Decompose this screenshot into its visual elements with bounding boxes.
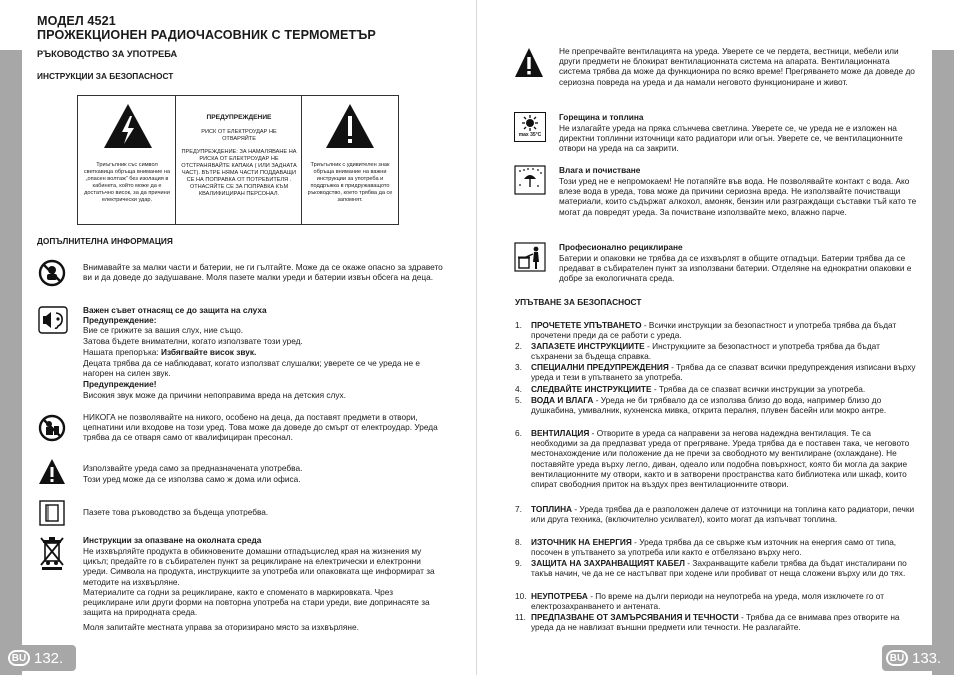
language-badge-left: BU bbox=[8, 650, 30, 666]
environment-body-3: Моля запитайте местната управа за оторизирано място за изхвърляне. bbox=[83, 622, 359, 632]
additional-heading: ДОПЪЛНИТЕЛНА ИНФОРМАЦИЯ bbox=[37, 236, 173, 246]
guide-item-heading: ВОДА И ВЛАГА bbox=[531, 395, 594, 405]
guide-item-text bbox=[531, 612, 917, 632]
guide-item-body: - Захранващите кабели трябва да бъдат инсталирани по такъв начин, че да не се настъпват при ходене или пробиват от неща сложени върху или до тях. bbox=[531, 558, 907, 579]
left-page-number bbox=[4, 645, 76, 671]
guide-item-heading: ПРЕДПАЗВАНЕ ОТ ЗАМЪРСЯВАНИЯ И ТЕЧНОСТИ bbox=[531, 612, 739, 622]
guide-item-number: 6. bbox=[515, 428, 522, 438]
environment-body-2: Материалите са годни за рециклиране, както е споменато в маркировката. Чрез рециклиране или други форми на повторна употреба на стари уреди, вие допринасяте за защита на природната среда. bbox=[83, 587, 430, 618]
lightning-explanation: Триъгълник със символ светкавица обръща внимание на „опасен волтаж“ без изолация в кабинета, който може да е достатъчно висок, за да причини електрически удар. bbox=[83, 162, 171, 203]
ventilation-text: Не препречвайте вентилацията на уреда. Уверете се че пердета, вестници, мебели или други предмети не блокират вентилационната система на апарата. Вентилационната система трябва да може да функционира по всяко време! Прегряването може да доведе до сериозна повреда на уреда и да намали неговото функциониране и живот. bbox=[559, 46, 915, 87]
warning-body: ПРЕДУПРЕЖДЕНИЕ: ЗА НАМАЛЯВАНЕ НА РИСКА ОТ ЕЛЕКТРОУДАР НЕ ОТСТРАНЯВАЙТЕ КАПАКА ( ИЛИ ЗАДНАТА ЧАСТ). ВЪТРЕ НЯМА ЧАСТИ ПОДДАВАЩИ СЕ НА ПОПРАВКА ОТ ПОТРЕБИТЕЛЯ . ОТНАСЯЙТЕ СЕ ЗА ПОПРАВКА КЪМ КВАЛИФИЦИРАН ПЕРСОНАЛ. bbox=[181, 149, 297, 197]
exclamation-triangle-icon bbox=[324, 102, 376, 150]
intended-use-line-2: Този уред може да се използва само ж дома или офиса. bbox=[83, 474, 301, 484]
guide-item bbox=[515, 591, 915, 612]
environment-body: Не изхвърляйте продукта в обикновените домашни отпадъцислед края на жизнения му цикъл; предайте го в събирателен пункт за рециклиране на електрически и електронни уреди. Символа на продукта, инструкциите за употреба или опаковката ще информират за методите на изхвърляне. bbox=[83, 546, 435, 587]
guide-item bbox=[515, 341, 915, 362]
warning-box-left bbox=[78, 96, 176, 224]
warning-box bbox=[77, 95, 399, 225]
recommendation-label: Нашата препоръка: bbox=[83, 347, 159, 357]
hearing-recommendation bbox=[83, 347, 256, 357]
guide-item-body: - Отворите в уреда са направени за негова надеждна вентилация. Те са необходими за да предпазват уреда от прегряване. Уреда трябва да е поставен така, че неговото местонахождение или положение да не пречи за свободното му вентилиране (охлаждане). Не поставяйте уреда върху легло, диван, одеало или подобна повърхност, която би могла да закрие вентилационните му отвори, както и в затворени пространства като библиотека или шкаф, които спират свободния приток на въздух през вентилационните отвори. bbox=[531, 428, 910, 490]
lightning-triangle-icon bbox=[102, 102, 154, 150]
guide-item-number: 3. bbox=[515, 362, 522, 372]
children-warning-text: НИКОГА не позволявайте на никого, особено на деца, да поставят предмети в отвори, цепнатини или входове на този уред. Това може да доведе до смърт от електроудар. Уреда трябва да се отваря само от квалифициран пресонал. bbox=[83, 412, 438, 443]
keep-manual-text: Пазете това ръководство за бъдеща употребва. bbox=[83, 507, 269, 517]
guide-item-text bbox=[531, 504, 917, 524]
manual-heading: РЪКОВОДСТВО ЗА УПОТРЕБА bbox=[37, 49, 178, 59]
guide-item-text bbox=[531, 341, 917, 361]
recycle-body: Батерии и опаковки не трябва да се изхвърлят в общите отпадъци. Батерии трябва да се предават в събирателен пункт за използвани батерии. Отделяне на еднократни опаковки е добре за екологичната среда. bbox=[559, 253, 912, 284]
guide-item-body: - Уреда трябва да е разположен далече от източници на топлина като радиатори, печки или друга техника, (включително усилвател), които могат да изпъчват топлина. bbox=[531, 504, 915, 525]
left-margin-bar bbox=[0, 50, 22, 675]
hearing-warning-label: Предупреждение: bbox=[83, 315, 157, 325]
caution-triangle-icon bbox=[38, 458, 66, 486]
no-objects-in-openings-icon bbox=[38, 414, 66, 442]
guide-item-body: - Трябва да се спазват всички инструкции за употреба. bbox=[651, 384, 866, 394]
guide-item-heading: ЗАЩИТА НА ЗАХРАНВАЩИЯТ КАБЕЛ bbox=[531, 558, 685, 568]
guide-item-number: 2. bbox=[515, 341, 522, 351]
guide-item-text bbox=[531, 395, 917, 415]
guide-item bbox=[515, 558, 915, 590]
right-margin-bar bbox=[932, 50, 954, 675]
hearing-protection-icon bbox=[38, 306, 68, 334]
hearing-warning-label-2: Предупреждение! bbox=[83, 379, 157, 389]
heat-title: Горещина и топлина bbox=[559, 112, 644, 122]
no-small-parts-icon bbox=[38, 259, 66, 287]
guide-heading: УПЪТВАНЕ ЗА БЕЗОПАСНОСТ bbox=[515, 297, 642, 307]
intended-use-line-1: Използвайте уреда само за предназначената употребва. bbox=[83, 463, 303, 473]
model-title: МОДЕЛ 4521 bbox=[37, 14, 116, 28]
recommendation-value: Избягвайте висок звук. bbox=[161, 347, 257, 357]
guide-item bbox=[515, 395, 915, 427]
moisture-icon bbox=[514, 165, 546, 195]
environment-title: Инструкции за опазване на околната среда bbox=[83, 535, 262, 545]
exclamation-explanation: Триъгълник с удивителен знак обръща внимание на важни инструкции за употреба и поддръжка в придружаващото ръководство, което трябва да се запомнят. bbox=[307, 162, 393, 203]
manual-book-icon bbox=[38, 499, 66, 527]
guide-item-body: - Всички инструкции за безопастност и употреба трябва да бъдат прочетени преди да се работи с уреда. bbox=[531, 320, 897, 341]
guide-item-heading: ВЕНТИЛАЦИЯ bbox=[531, 428, 590, 438]
warning-box-middle bbox=[176, 96, 302, 224]
page-divider bbox=[476, 0, 477, 675]
guide-item-body: - Уреда не би трябвало да се използва близо до вода, например близо до душкабина, умивалник, кухненска мивка, открита пералня, плувен басейн или мокро антре. bbox=[531, 395, 887, 416]
guide-item bbox=[515, 362, 915, 383]
guide-item-heading: НЕУПОТРЕБА bbox=[531, 591, 588, 601]
guide-item-number: 8. bbox=[515, 537, 522, 547]
guide-item-text bbox=[531, 384, 917, 394]
guide-item-body: - По време на дълги периоди на неупотреба на уреда, моля изключете го от електрозахранването и антената. bbox=[531, 591, 884, 612]
heat-body: Не излагайте уреда на пряка слънчева светлина. Уверете се, че уреда не е изложен на директни топлинни източници като радиатори или огън. Уверете се, че вентилационните отвори на уреда на са закрити. bbox=[559, 123, 903, 154]
guide-item-body: - Уреда трябва да се свърже към източник на енергия само от типа, посочен в упътването за употреба или както е отбелязано върху него. bbox=[531, 537, 897, 558]
guide-item-number: 9. bbox=[515, 558, 522, 568]
guide-item bbox=[515, 320, 915, 341]
guide-item-number: 5. bbox=[515, 395, 522, 405]
guide-item-number: 1. bbox=[515, 320, 522, 330]
guide-item-body: - Инструкциите за безопастност и употреба трябва да бъдат съхранени за бъдеща справка. bbox=[531, 341, 880, 362]
guide-item-body: - Трябва да се внимава през отворите на уреда да не навлизат външни предмети или течности. Не разлагайте. bbox=[531, 612, 900, 633]
guide-item bbox=[515, 428, 915, 502]
guide-item-heading: ПРОЧЕТЕТЕ УПЪТВАНЕТО bbox=[531, 320, 642, 330]
crossed-bin-icon bbox=[38, 535, 66, 571]
guide-item bbox=[515, 504, 915, 536]
guide-item bbox=[515, 612, 915, 633]
guide-item-heading: СПЕЦИАЛНИ ПРЕДУПРЕЖДЕНИЯ bbox=[531, 362, 669, 372]
language-badge-right: BU bbox=[886, 650, 908, 666]
guide-item-text bbox=[531, 591, 917, 611]
safety-heading: ИНСТРУКЦИИ ЗА БЕЗОПАСНОСТ bbox=[37, 71, 174, 81]
ventilation-warning-icon bbox=[514, 47, 544, 79]
page-number-right: 133. bbox=[912, 649, 942, 667]
guide-item-text bbox=[531, 428, 917, 489]
guide-item-heading: ИЗТОЧНИК НА ЕНЕРГИЯ bbox=[531, 537, 632, 547]
hearing-line-4: Децата трябва да се наблюдават, когато използват слушалки; уверете се че уреда не е нагорен на силен звук. bbox=[83, 358, 420, 379]
heat-icon bbox=[514, 112, 546, 142]
moisture-title: Влага и почистване bbox=[559, 165, 641, 175]
guide-item-text bbox=[531, 558, 917, 578]
guide-item bbox=[515, 537, 915, 558]
guide-item-heading: ЗАПАЗЕТЕ ИНСТРУКЦИИТЕ bbox=[531, 341, 645, 351]
guide-item-text bbox=[531, 320, 917, 340]
recycle-title: Професионално рециклиране bbox=[559, 242, 683, 252]
guide-item bbox=[515, 384, 915, 395]
hearing-line-1: Вие се грижите за вашия слух, ние също. bbox=[83, 325, 244, 335]
product-title: ПРОЖЕКЦИОНЕН РАДИОЧАСОВНИК С ТЕРМОМЕТЪР bbox=[37, 28, 376, 42]
warning-box-right bbox=[302, 96, 398, 224]
page-number-left: 132. bbox=[34, 649, 64, 667]
hearing-line-2: Затова бъдете внимателни, когато използвате този уред. bbox=[83, 336, 303, 346]
max-temp-label: max 35°C bbox=[518, 132, 542, 138]
guide-item-text bbox=[531, 537, 917, 557]
guide-item-number: 10. bbox=[515, 591, 527, 601]
small-parts-text: Внимавайте за малки части и батерии, не ги гълтайте. Може да се окаже опасно за здравето ви и да доведе до задушаване. Моля пазете малки уреди и батерии извън обсега на деца. bbox=[83, 262, 443, 283]
hearing-title: Важен съвет отнасящ се до защита на слуха bbox=[83, 305, 267, 315]
moisture-body: Този уред не е непромокаем! Не потапяйте във вода. Не позволявайте контакт с вода. Ако влезе вода в уреда, това може да причини сериозна вреда. Не използвайте почистващи материали, които съдържат алкохол, амоняк, бензин или разграждащи съставки тъй като те могат да повредят уреда. За почистване използвайте меко, влажно парче. bbox=[559, 176, 917, 217]
guide-item-number: 11. bbox=[515, 612, 526, 622]
shock-risk-text: РИСК ОТ ЕЛЕКТРОУДАР НЕ ОТВАРЯЙТЕ bbox=[201, 129, 277, 142]
guide-item-body: - Трябва да се спазват всички предупреждения изписани върху уреда и тези в упътването за употреба. bbox=[531, 362, 916, 383]
guide-item-number: 7. bbox=[515, 504, 522, 514]
guide-item-text bbox=[531, 362, 917, 382]
hearing-line-5: Високия звук може да причини непоправима вреда на детския слух. bbox=[83, 390, 346, 400]
guide-item-heading: СЛЕДВАЙТЕ ИНСТРУКЦИИТЕ bbox=[531, 384, 652, 394]
recycling-icon bbox=[514, 242, 546, 272]
guide-item-number: 4. bbox=[515, 384, 522, 394]
guide-item-heading: ТОПЛИНА bbox=[531, 504, 573, 514]
right-page-number bbox=[882, 645, 950, 671]
sun-icon bbox=[522, 115, 538, 131]
warning-title: ПРЕДУПРЕЖДЕНИЕ bbox=[206, 114, 272, 121]
